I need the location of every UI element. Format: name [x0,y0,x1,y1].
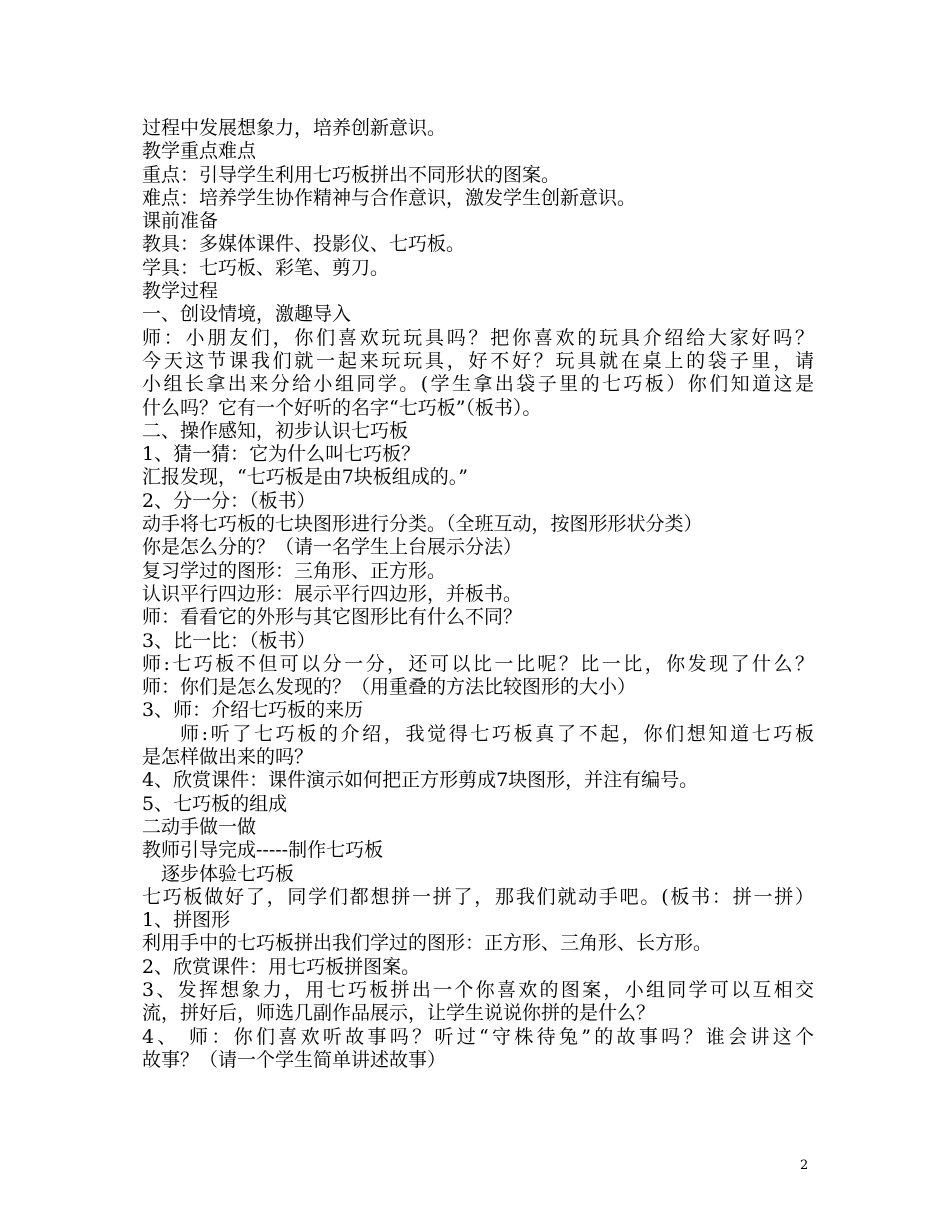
page-number: 2 [800,1158,809,1173]
text-line: 3、师：介绍七巧板的来历 [142,699,364,722]
text-line: 教具：多媒体课件、投影仪、七巧板。 [142,233,466,256]
text-line: 师:七巧板不但可以分一分，还可以比一比呢？比一比，你发现了什么？ [142,652,814,675]
text-line: 汇报发现，“七巧板是由7块板组成的。” [142,466,469,489]
section-heading: 课前准备 [142,210,219,233]
text-line: 故事？（请一个学生简单讲述故事） [142,1048,447,1071]
text-line: 3、发挥想象力，用七巧板拼出一个你喜欢的图案，小组同学可以互相交 [142,978,814,1001]
text-line: 1、拼图形 [142,909,231,932]
text-line: 今天这节课我们就一起来玩玩具，好不好？玩具就在桌上的袋子里，请 [142,349,814,372]
text-line: 师：小朋友们，你们喜欢玩玩具吗？把你喜欢的玩具介绍给大家好吗？ [142,326,814,349]
text-line: 复习学过的图形：三角形、正方形。 [142,559,447,582]
text-line: 教师引导完成-----制作七巧板 [142,839,384,862]
text-line: 3、比一比：（板书） [142,629,316,652]
text-line: 4、 师：你们喜欢听故事吗？听过“守株待兔”的故事吗？谁会讲这个 [142,1025,814,1048]
text-line: 动手将七巧板的七块图形进行分类。（全班互动，按图形形状分类） [142,513,703,536]
text-line: 师:听了七巧板的介绍，我觉得七巧板真了不起，你们想知道七巧板 [180,722,814,745]
text-line: 1、猜一猜：它为什么叫七巧板？ [142,443,421,466]
text-line: 4、欣赏课件：课件演示如何把正方形剪成7块图形，并注有编号。 [142,769,699,792]
text-line: 师：看看它的外形与其它图形比有什么不同？ [142,606,523,629]
text-line: 难点：培养学生协作精神与合作意识，激发学生创新意识。 [142,186,637,209]
text-line: 过程中发展想象力，培养创新意识。 [142,117,447,139]
text-line: 七巧板做好了，同学们都想拼一拼了，那我们就动手吧。(板书：拼一拼） [142,885,814,908]
section-heading: 二、操作感知，初步认识七巧板 [142,419,409,442]
text-line: 逐步体验七巧板 [161,862,295,885]
document-body [142,117,814,1072]
section-heading: 二动手做一做 [142,815,257,838]
section-heading: 教学过程 [142,280,219,303]
text-line: 2、欣赏课件：用七巧板拼图案。 [142,955,421,978]
section-heading: 教学重点难点 [142,140,257,163]
text-line: 是怎样做出来的吗？ [142,746,314,769]
text-line: 什么吗？它有一个好听的名字“七巧板”（板书）。 [142,396,542,419]
text-line: 2、分一分：（板书） [142,489,316,512]
section-heading: 一、创设情境，激趣导入 [142,303,352,326]
text-line: 小组长拿出来分给小组同学。(学生拿出袋子里的七巧板）你们知道这是 [142,373,814,396]
text-line: 重点：引导学生利用七巧板拼出不同形状的图案。 [142,163,561,186]
text-line: 5、七巧板的组成 [142,792,288,815]
text-line: 学具：七巧板、彩笔、剪刀。 [142,256,390,279]
text-line: 师：你们是怎么发现的？（用重叠的方法比较图形的大小） [142,676,637,699]
text-line: 利用手中的七巧板拼出我们学过的图形：正方形、三角形、长方形。 [142,932,713,955]
text-line: 认识平行四边形：展示平行四边形，并板书。 [142,582,523,605]
text-line: 你是怎么分的？（请一名学生上台展示分法） [142,536,523,559]
text-line: 流，拼好后，师选几副作品展示，让学生说说你拼的是什么？ [142,1002,656,1025]
